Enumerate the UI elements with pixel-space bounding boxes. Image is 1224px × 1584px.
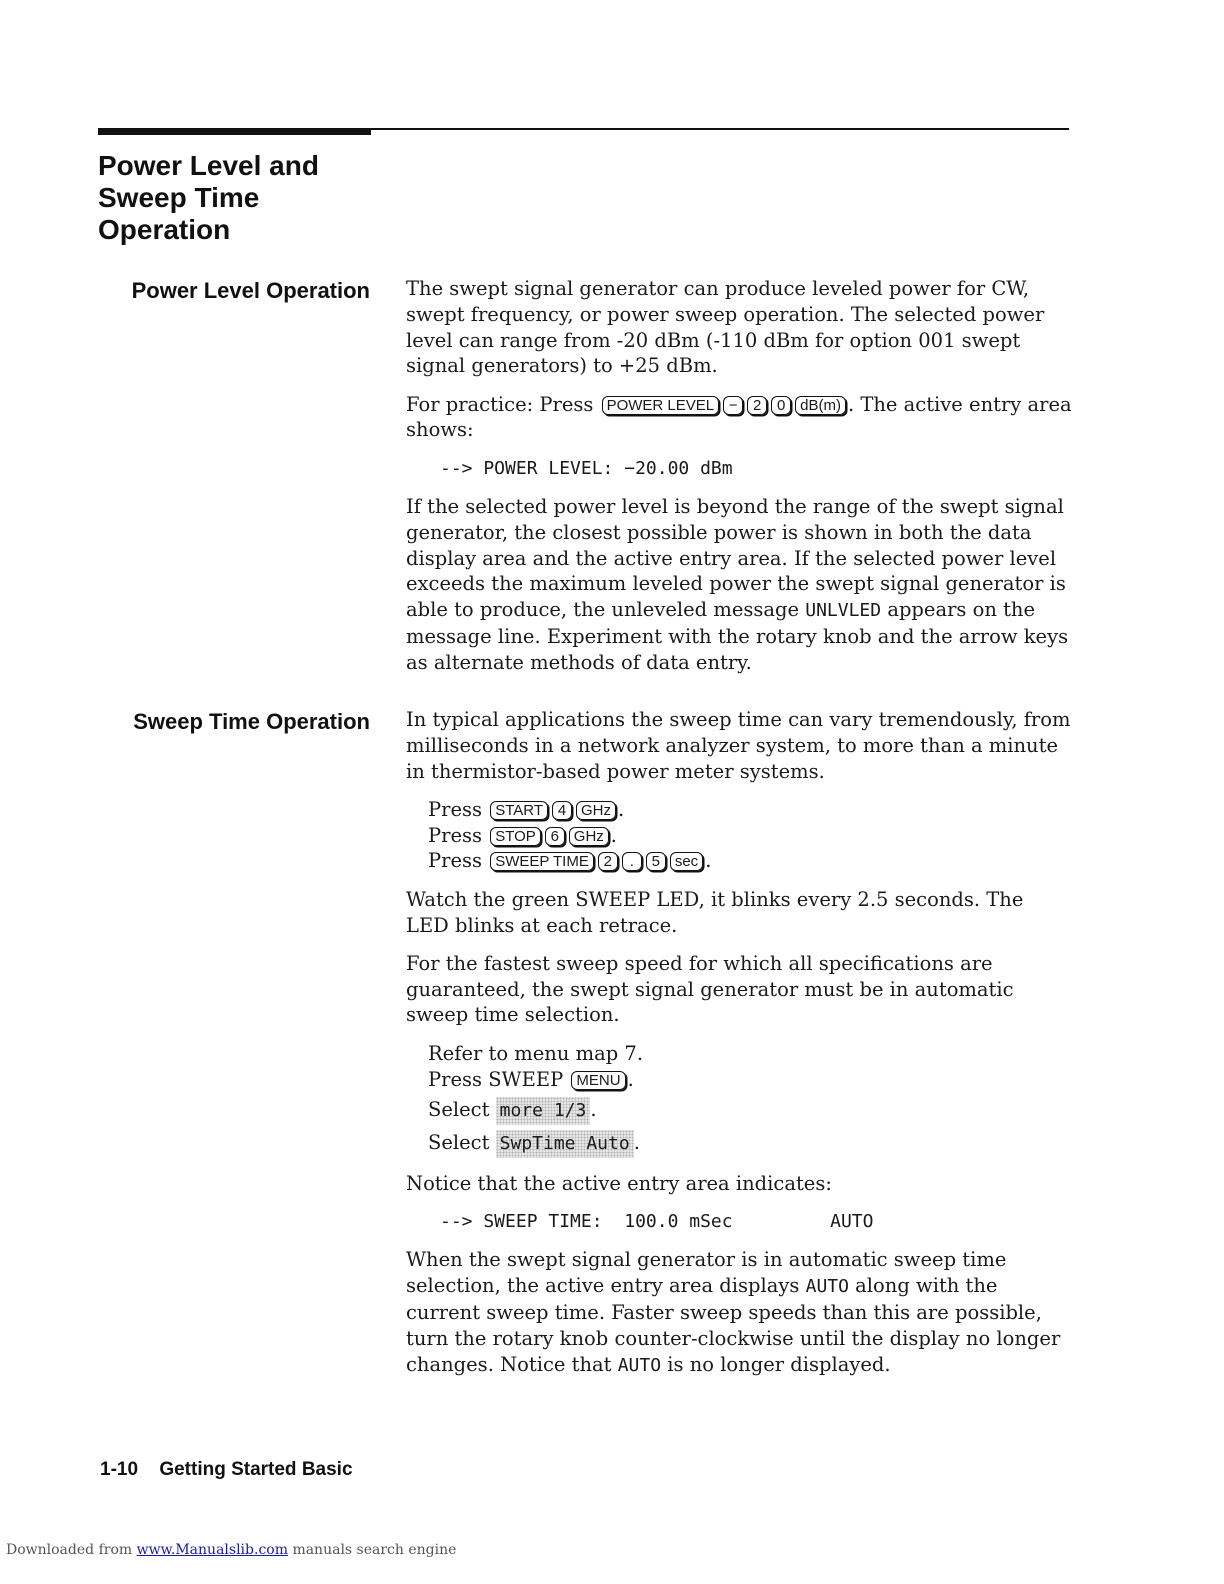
softkey-more[interactable]: more 1/3 [496, 1097, 591, 1125]
sweep-time-body [406, 707, 1072, 1391]
press-label: Press [428, 823, 482, 847]
power-range-paragraph [406, 494, 1072, 676]
press-label: Press [428, 849, 482, 873]
power-intro-paragraph: The swept signal generator can produce leveled power for CW, swept frequency, or power sweep operation. The selected power level can range from -20 dBm (-110 dBm for option 001 swept signal generators) to +25 dBm. [406, 277, 1045, 378]
menu-steps [428, 1041, 1072, 1159]
chapter-title-line: Operation [98, 214, 231, 245]
unlvled-message: UNLVLED [805, 600, 882, 622]
power-level-body [406, 276, 1072, 688]
sweep-steps [428, 797, 1072, 874]
select-label: Select [428, 1098, 490, 1122]
auto-sweep-paragraph [406, 1247, 1072, 1378]
page-footer [100, 1459, 353, 1481]
refer-step: Refer to menu map 7. [428, 1041, 644, 1065]
auto-text-b: along with the current sweep time. Faster sweep speeds than this are possible, turn the rotary knob counter-clockwise until the display no longer changes. Notice that [406, 1274, 1061, 1376]
power-level-heading: Power Level Operation [131, 278, 370, 303]
sweep-led-paragraph: Watch the green SWEEP LED, it blinks every 2.5 seconds. The LED blinks at each retrace. [406, 887, 1024, 937]
start-key[interactable]: START [490, 801, 548, 820]
power-level-key[interactable]: POWER LEVEL [602, 396, 720, 415]
digit-2-key[interactable]: 2 [747, 396, 767, 415]
select-label: Select [428, 1131, 490, 1155]
power-practice-paragraph [406, 392, 1072, 444]
sweep-time-heading: Sweep Time Operation [133, 709, 370, 734]
download-suffix: manuals search engine [292, 1542, 457, 1558]
chapter-title-line: Power Level and [98, 150, 319, 181]
step-stop: Press STOP 6 GHz . [428, 823, 617, 847]
header-rule-thin [98, 128, 1069, 130]
sweep-intro-paragraph: In typical applications the sweep time can vary tremendously, from milliseconds in a network analyzer system, to more than a minute in thermistor-based power meter systems. [406, 708, 1071, 783]
sweep-active-entry: --> SWEEP TIME: 100.0 mSec AUTO [440, 1211, 874, 1233]
softkey-swptime-auto[interactable]: SwpTime Auto [496, 1130, 634, 1158]
dbm-key[interactable]: dB(m) [795, 396, 846, 415]
auto-label: AUTO [805, 1276, 849, 1298]
press-sweep-step: Press SWEEP MENU . [428, 1067, 634, 1091]
download-note [6, 1542, 456, 1558]
stop-key[interactable]: STOP [490, 827, 541, 846]
menu-key[interactable]: MENU [571, 1071, 625, 1090]
manualslib-link[interactable]: www.Manualslib.com [136, 1542, 288, 1558]
minus-key[interactable]: − [723, 396, 743, 415]
auto-label: AUTO [617, 1354, 662, 1376]
digit-6-key[interactable]: 6 [545, 827, 565, 846]
chapter-title [98, 150, 378, 246]
step-sweep-time: Press SWEEP TIME 2 . 5 sec . [428, 849, 712, 873]
select-more-step: Select more 1/3 . [428, 1097, 1072, 1125]
press-sweep-label: Press SWEEP [428, 1067, 564, 1091]
digit-4-key[interactable]: 4 [552, 801, 572, 820]
digit-5-key[interactable]: 5 [646, 852, 666, 871]
power-range-text-b: appears on the message line. Experiment with the rotary knob and the arrow keys as alternate methods of data entry. [406, 598, 1069, 674]
sec-key[interactable]: sec [670, 852, 703, 871]
press-label: Press [428, 797, 482, 821]
footer-section-label: Getting Started Basic [159, 1459, 353, 1480]
notice-paragraph: Notice that the active entry area indicates: [406, 1171, 832, 1195]
step-start: Press START 4 GHz . [428, 797, 625, 821]
ghz-key[interactable]: GHz [576, 801, 616, 820]
digit-0-key[interactable]: 0 [771, 396, 791, 415]
select-swptime-step: Select SwpTime Auto . [428, 1130, 1072, 1158]
chapter-title-line: Sweep Time [98, 182, 260, 213]
ghz-key[interactable]: GHz [569, 827, 609, 846]
auto-text-a: When the swept signal generator is in automatic sweep time selection, the active entry area displays [406, 1248, 1007, 1298]
power-active-entry: --> POWER LEVEL: −20.00 dBm [440, 457, 733, 479]
practice-prefix: For practice: Press [406, 392, 594, 416]
power-range-text-a: If the selected power level is beyond the range of the swept signal generator, the closest possible power is shown in both the data display area and the active entry area. If the selected power level exceeds the maximum leveled power the swept signal generator is able to produce, the unleveled message [406, 495, 1066, 622]
auto-text-c: is no longer displayed. [667, 1352, 891, 1376]
digit-2-key[interactable]: 2 [598, 852, 618, 871]
practice-suffix: . The active entry area shows: [406, 392, 1072, 442]
sweep-fastest-paragraph: For the fastest sweep speed for which all specifications are guaranteed, the swept signal generator must be in automatic sweep time selection. [406, 951, 1014, 1027]
decimal-point-key[interactable]: . [622, 852, 642, 871]
page-number: 1-10 [100, 1459, 139, 1480]
download-prefix: Downloaded from [6, 1542, 133, 1558]
sweep-time-key[interactable]: SWEEP TIME [490, 852, 594, 871]
